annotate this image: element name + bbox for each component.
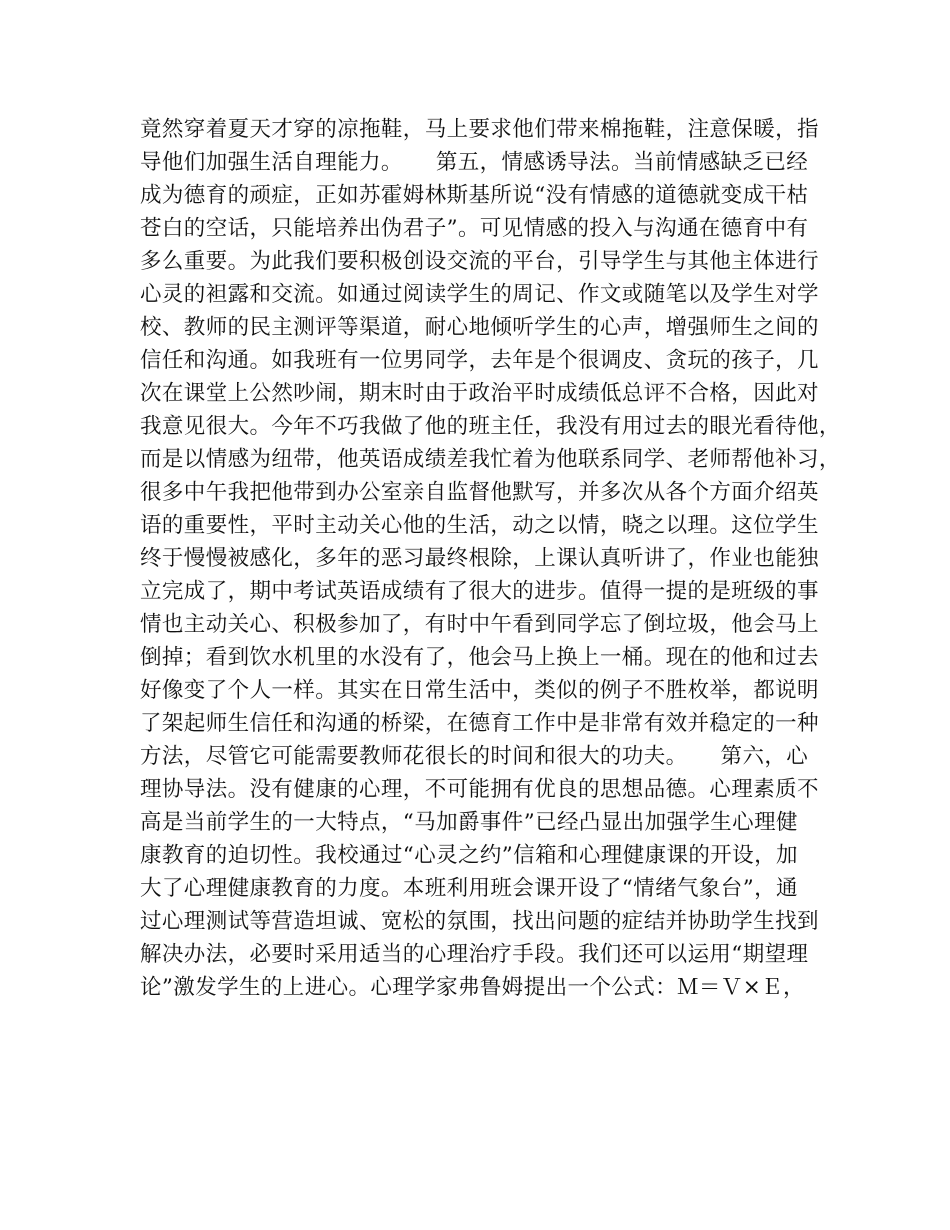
text-line: 立完成了，期中考试英语成绩有了很大的进步。值得一提的是班级的事 [140,579,819,604]
text-line: 多么重要。为此我们要积极创设交流的平台，引导学生与其他主体进行 [140,249,819,274]
text-line: 了架起师生信任和沟通的桥梁，在德育工作中是非常有效并稳定的一种 [140,711,819,736]
text-line: 高是当前学生的一大特点，“马加爵事件”已经凸显出加强学生心理健 [140,810,798,835]
text-line: 方法，尽管它可能需要教师花很长的时间和很大的功夫。 第六，心 [140,744,809,769]
text-line: 校、教师的民主测评等渠道，耐心地倾听学生的心声，增强师生之间的 [140,315,819,340]
text-line: 过心理测试等营造坦诚、宽松的氛围，找出问题的症结并协助学生找到 [140,909,819,934]
text-line: 倒掉；看到饮水机里的水没有了，他会马上换上一桶。现在的他和过去 [140,645,819,670]
text-line: 好像变了个人一样。其实在日常生活中，类似的例子不胜枚举，都说明 [140,678,819,703]
text-line: 苍白的空话，只能培养出伪君子”。可见情感的投入与沟通在德育中有 [140,216,809,241]
text-line: 康教育的迫切性。我校通过“心灵之约”信箱和心理健康课的开设，加 [140,843,798,868]
text-line: 导他们加强生活自理能力。 第五，情感诱导法。当前情感缺乏已经 [140,150,809,175]
text-line: 情也主动关心、积极参加了，有时中午看到同学忘了倒垃圾，他会马上 [140,612,819,637]
text-line: 语的重要性，平时主动关心他的生活，动之以情，晓之以理。这位学生 [140,513,819,538]
text-line: 解决办法，必要时采用适当的心理治疗手段。我们还可以运用“期望理 [140,942,809,967]
text-line: 理协导法。没有健康的心理，不可能拥有优良的思想品德。心理素质不 [140,777,819,802]
text-line: 终于慢慢被感化，多年的恶习最终根除，上课认真听讲了，作业也能独 [140,546,819,571]
text-line: 次在课堂上公然吵闹，期末时由于政治平时成绩低总评不合格，因此对 [140,381,819,406]
text-line: 论”激发学生的上进心。心理学家弗鲁姆提出一个公式：Ｍ＝Ｖ×Ｅ， [140,975,805,1000]
text-line: 信任和沟通。如我班有一位男同学，去年是个很调皮、贪玩的孩子，几 [140,348,819,373]
text-line: 而是以情感为纽带，他英语成绩差我忙着为他联系同学、老师帮他补习， [140,447,841,472]
text-line: 竟然穿着夏天才穿的凉拖鞋，马上要求他们带来棉拖鞋，注意保暖，指 [140,117,819,142]
text-line: 很多中午我把他带到办公室亲自监督他默写，并多次从各个方面介绍英 [140,480,819,505]
text-line: 我意见很大。今年不巧我做了他的班主任，我没有用过去的眼光看待他， [140,414,841,439]
text-line: 成为德育的顽症，正如苏霍姆林斯基所说“没有情感的道德就变成干枯 [140,183,809,208]
text-line: 大了心理健康教育的力度。本班利用班会课开设了“情绪气象台”，通 [140,876,798,901]
text-line: 心灵的袒露和交流。如通过阅读学生的周记、作文或随笔以及学生对学 [140,282,819,307]
body-text [140,113,841,1004]
